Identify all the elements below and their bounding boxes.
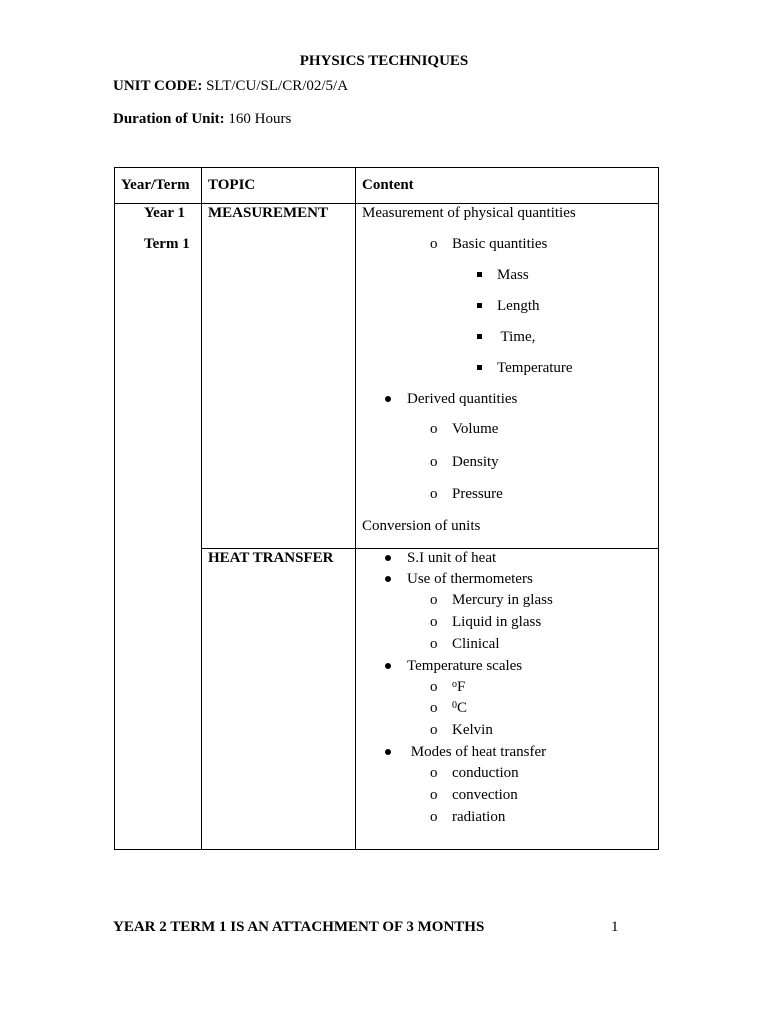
modes-label: Modes of heat transfer — [407, 744, 547, 760]
content-cell-measurement — [356, 204, 659, 549]
circle-bullet-icon: o — [430, 454, 438, 470]
year-label: Year 1 — [144, 205, 185, 221]
bullet-icon — [385, 663, 391, 669]
list-item: Density — [452, 454, 499, 470]
header-topic: TOPIC — [208, 177, 256, 193]
content-cell-heat-transfer — [356, 549, 659, 850]
unit-code-line — [113, 77, 348, 95]
table-row-measurement — [115, 204, 659, 549]
circle-bullet-icon: o — [430, 592, 438, 608]
page-number: 1 — [611, 919, 619, 935]
year-term-cell — [115, 204, 202, 850]
list-item: convection — [452, 787, 518, 803]
list-item: Liquid in glass — [452, 614, 542, 630]
list-item: Length — [497, 298, 540, 314]
topic-cell-heat-transfer — [202, 549, 356, 850]
square-bullet-icon — [477, 334, 482, 339]
temperature-scales-label: Temperature scales — [407, 658, 523, 674]
degree-superscript: o — [452, 679, 457, 690]
syllabus-table — [114, 167, 659, 850]
circle-bullet-icon: o — [430, 787, 438, 803]
circle-bullet-icon: o — [430, 809, 438, 825]
header-cell-topic — [202, 168, 356, 204]
list-item: Temperature — [497, 360, 573, 376]
thermometers-label: Use of thermometers — [407, 571, 533, 587]
square-bullet-icon — [477, 272, 482, 277]
topic-heat-transfer: HEAT TRANSFER — [208, 550, 334, 566]
list-item: radiation — [452, 809, 506, 825]
circle-bullet-icon: o — [430, 614, 438, 630]
bullet-icon — [385, 749, 391, 755]
bullet-icon — [385, 555, 391, 561]
document-title: PHYSICS TECHNIQUES — [299, 53, 469, 69]
circle-bullet-icon: o — [430, 679, 438, 695]
list-item: Mass — [497, 267, 529, 283]
duration-label: Duration of Unit: — [113, 111, 225, 127]
header-cell-content — [356, 168, 659, 204]
derived-quantities-label: Derived quantities — [407, 391, 518, 407]
scale-c-letter: C — [457, 700, 468, 716]
scale-f-letter: F — [457, 679, 466, 695]
topic-measurement: MEASUREMENT — [208, 205, 329, 221]
circle-bullet-icon: o — [430, 236, 438, 252]
scale-fahrenheit — [452, 678, 465, 696]
circle-bullet-icon: o — [430, 700, 438, 716]
circle-bullet-icon: o — [430, 636, 438, 652]
list-item: Clinical — [452, 636, 500, 652]
unit-code-label: UNIT CODE: — [113, 78, 203, 94]
duration-value: 160 Hours — [228, 111, 292, 127]
list-item: Pressure — [452, 486, 503, 502]
table-header-row — [115, 168, 659, 204]
si-unit-of-heat: S.I unit of heat — [407, 550, 497, 566]
list-item: Time, — [497, 329, 536, 345]
list-item: conduction — [452, 765, 519, 781]
term-label: Term 1 — [144, 236, 190, 252]
unit-code-value: SLT/CU/SL/CR/02/5/A — [206, 78, 349, 94]
square-bullet-icon — [477, 303, 482, 308]
list-item: Volume — [452, 421, 499, 437]
degree-superscript: 0 — [452, 700, 457, 711]
square-bullet-icon — [477, 365, 482, 370]
circle-bullet-icon: o — [430, 765, 438, 781]
duration-line — [113, 110, 291, 128]
circle-bullet-icon: o — [430, 486, 438, 502]
scale-kelvin: Kelvin — [452, 722, 493, 738]
bullet-icon — [385, 576, 391, 582]
basic-quantities-label: Basic quantities — [452, 236, 548, 252]
topic-cell-measurement — [202, 204, 356, 549]
measurement-intro: Measurement of physical quantities — [362, 205, 576, 221]
bullet-icon — [385, 396, 391, 402]
header-year-term: Year/Term — [121, 177, 190, 193]
header-content: Content — [362, 177, 414, 193]
list-item: Mercury in glass — [452, 592, 553, 608]
conversion-of-units: Conversion of units — [362, 518, 481, 534]
footer-note: YEAR 2 TERM 1 IS AN ATTACHMENT OF 3 MONTHS — [113, 919, 485, 935]
scale-celsius — [452, 699, 467, 717]
header-cell-year-term — [115, 168, 202, 204]
circle-bullet-icon: o — [430, 421, 438, 437]
circle-bullet-icon: o — [430, 722, 438, 738]
